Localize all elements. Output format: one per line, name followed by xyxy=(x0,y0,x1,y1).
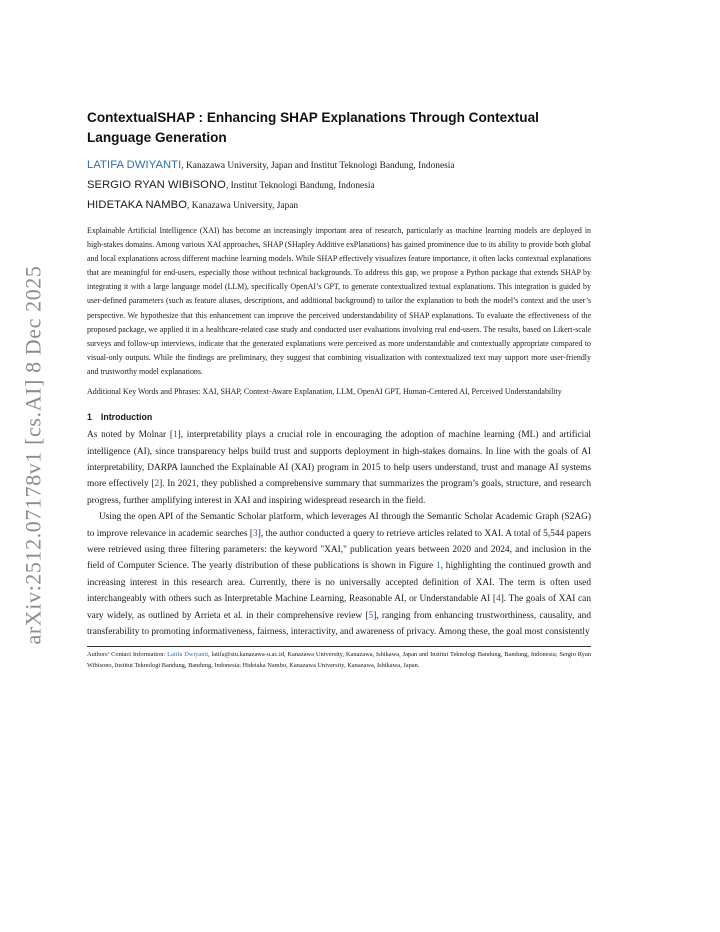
text-run: ], ranging from enhancing trustworthiness, causality, and transferability to promoting informativeness, fairness, interactivity, and awareness of privacy. Among these, the goal most consistently xyxy=(87,610,591,637)
author-line xyxy=(87,196,591,216)
footnote-divider xyxy=(87,646,591,647)
keywords: Additional Key Words and Phrases: XAI, SHAP, Context-Aware Explanation, LLM, OpenAI GPT, Human-Centered AI, Perceived Understandability xyxy=(87,387,562,397)
author-line xyxy=(87,156,591,176)
arxiv-stamp-text: arXiv:2512.07178v1 [cs.AI] 8 Dec 2025 xyxy=(20,265,46,645)
author-affiliation: , Institut Teknologi Bandung, Indonesia xyxy=(225,181,375,191)
citation-link[interactable]: 3 xyxy=(253,528,258,539)
citation-link[interactable]: 4 xyxy=(496,594,501,605)
text-run: ], the author conducted a query to retrieve articles related to XAI. A total of 5,544 papers were retrieved using three filtering parameters: the keyword "XAI," publication years between 2020 and 2024, and inclusion in the field of Computer Science. The yearly distribution of these publications is shown in Figure xyxy=(87,528,591,572)
abstract: Explainable Artificial Intelligence (XAI) has become an increasingly important area of research, particularly as machine learning models are deployed in high-stakes domains. Among various XAI approaches, SHAP (SHapley Additive exPlanations) has gained prominence due to its ability to provide both global and local explanations across different machine learning models. While SHAP effectively visualizes feature importance, it often lacks contextual explanations that are meaningful for end-users, especially those without technical backgrounds. To address this gap, we propose a Python package that extends SHAP by integrating it with a large language model (LLM), specifically OpenAI’s GPT, to generate contextualized textual explanations. This integration is guided by user-defined parameters (such as feature aliases, descriptions, and additional background) to tailor the explanation to both the model’s context and the user’s perspective. We hypothesize that this enhancement can improve the perceived understandability of SHAP explanations. To evaluate the effectiveness of the proposed package, we applied it in a healthcare-related case study and conducted user evaluations involving real end-users. The results, based on Likert-scale surveys and follow-up interviews, indicate that the generated explanations were perceived as more understandable and contextually appropriate compared to visual-only outputs. While the findings are preliminary, they suggest that combining visualization with contextualized text may support more user-friendly and trustworthy model explanations. xyxy=(87,226,591,376)
text-run: ], interpretability plays a crucial role in encouraging the adoption of machine learning (ML) and artificial intelligence (AI), since transparency helps build trust and supports deployment in high-stakes domains. In line with the goals of AI interpretability, DARPA launched the Explainable AI (XAI) program in 2015 to help users understand, trust and manage AI systems more effectively [ xyxy=(87,430,591,490)
author-line xyxy=(87,176,591,196)
author-name: HIDETAKA NAMBO xyxy=(87,199,188,211)
author-name-link[interactable]: LATIFA DWIYANTI xyxy=(87,159,182,171)
author-contact-link[interactable]: Latifa Dwiyanti xyxy=(167,651,209,659)
section-title: Introduction xyxy=(100,412,153,423)
text-run: Using the open API of the Semantic Scholar platform, which leverages AI through the Semantic Scholar Academic Graph (S2AG) to improve relevance in academic searches [ xyxy=(87,512,591,539)
section-heading xyxy=(87,412,591,422)
text-run: As noted by Molnar [ xyxy=(87,430,173,441)
author-affiliation: , Kanazawa University, Japan xyxy=(187,201,299,211)
body-paragraph xyxy=(87,509,591,640)
text-run: ]. The goals of XAI can vary widely, as outlined by Arrieta et al. in their comprehensive review [ xyxy=(87,594,591,621)
citation-link[interactable]: 5 xyxy=(368,610,374,621)
body-paragraph xyxy=(87,427,591,509)
author-affiliation: , Kanazawa University, Japan and Institut Teknologi Bandung, Indonesia xyxy=(181,161,455,171)
paper-page xyxy=(87,108,591,671)
arxiv-stamp xyxy=(8,265,58,645)
text-run: , highlighting the continued growth and increasing interest in this research area. Currently, there is no universally accepted definition of XAI. The term is often used interchangeably with others such as Interpretable Machine Learning, Reasonable AI, or Understandable AI [ xyxy=(87,561,591,605)
citation-link[interactable]: 1 xyxy=(172,430,178,441)
paper-title: ContextualSHAP : Enhancing SHAP Explanations Through Contextual Language Generation xyxy=(87,110,539,145)
section-number: 1 xyxy=(87,412,92,423)
text-run: ]. In 2021, they published a comprehensive summary that summarizes the program’s goals, structure, and research progress, further amplifying interest in XAI and inspiring widespread research in the field. xyxy=(87,479,591,506)
citation-link[interactable]: 2 xyxy=(154,479,160,490)
author-name: SERGIO RYAN WIBISONO xyxy=(87,179,226,191)
figure-link[interactable]: 1 xyxy=(435,561,441,572)
text-run: Authors’ Contact Information: xyxy=(87,651,168,659)
text-run: , latifa@stu.kanazawa-u.ac.id, Kanazawa University, Kanazawa, Ishikawa, Japan and Institut Teknologi Bandung, Bandung, Indonesia; Sergio Ryan Wibisono, Institut Teknologi Bandung, Bandung, Indonesia; Hidetaka Nambo, Kanazawa University, Kanazawa, Ishikawa, Japan. xyxy=(87,651,592,669)
footnote xyxy=(87,650,591,671)
